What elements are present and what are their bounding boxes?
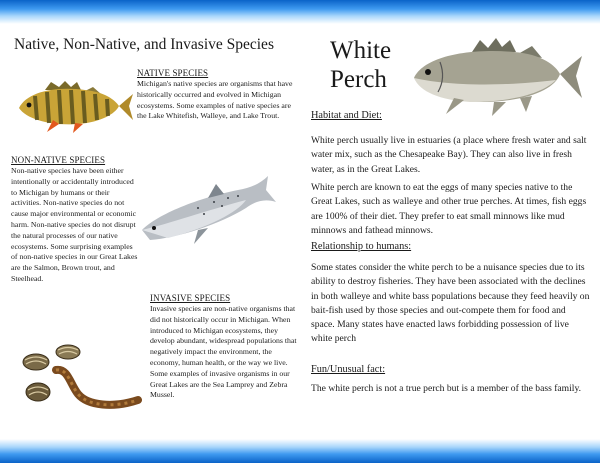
- bottom-blue-band: [0, 439, 600, 463]
- invasive-text: Invasive species are non-native organisms that did not historically occur in Michigan. When introduced to Michigan ecosystems, they develop abundant, widespread populations that negatively impact the environment, the economy, human health, or the way we live. Some examples of invasive organisms in our Great Lakes are the Sea Lamprey and Zebra Mussel.: [150, 304, 297, 400]
- habitat-paragraph-1: White perch usually live in estuaries (a place where fresh water and salt water mix, such as the Chesapeake Bay). They can also live in fresh water, as in the Great Lakes.: [311, 135, 587, 175]
- habitat-heading: Habitat and Diet:: [311, 110, 382, 121]
- relationship-paragraph: Some states consider the white perch to be a nuisance species due to its ability to destroy fisheries. They have been associated with the declines in both walleye and white bass populations because they feed heavily on bait-fish used by those species and out-compete them for food and space. Many states have enacted laws forbidding possession of live white perch: [311, 262, 590, 345]
- non-native-text: Non-native species have been either intentionally or accidentally introduced to Michigan by humans or their activities. Non-native species do not cause major environmental or economic harm. Non-native species do not disrupt the natural processes of our native ecosystems. Some surprising examples of non-native species in our Great Lakes are the Salmon, Brown trout, and Steelhead.: [11, 166, 138, 283]
- relationship-heading: Relationship to humans:: [311, 241, 412, 252]
- species-title: [330, 36, 391, 94]
- habitat-paragraph-2: White perch are known to eat the eggs of many species native to the Great Lakes, such as walleye and other true perches. At times, fish eggs are 100% of their diet. They prefer to eat small minnows like mud minnows and fathead minnows.: [311, 182, 587, 236]
- invasive-heading: INVASIVE SPECIES: [150, 293, 231, 303]
- invasive-species-section: [150, 293, 300, 401]
- fun-fact-paragraph: The white perch is not a true perch but is a member of the bass family.: [311, 383, 582, 394]
- non-native-heading: NON-NATIVE SPECIES: [11, 155, 106, 165]
- non-native-species-section: [11, 155, 139, 285]
- native-heading: NATIVE SPECIES: [137, 68, 209, 78]
- white-perch-image: [410, 38, 586, 118]
- salmon-image: [138, 168, 280, 250]
- zebra-mussel-sea-lamprey-image: [16, 340, 146, 420]
- page-title: Native, Non-Native, and Invasive Species: [14, 36, 274, 53]
- fun-fact-heading: Fun/Unusual fact:: [311, 364, 386, 375]
- species-title-line1: White: [330, 37, 392, 64]
- native-text: Michigan's native species are organisms that have historically occurred and evolved in Michigan ecosystems. Some examples of native species are the Lake Whitefish, Walleye, and Lake Trout.: [137, 79, 293, 121]
- top-blue-band: [0, 0, 600, 24]
- yellow-perch-image: [15, 78, 135, 134]
- species-title-line2: Perch: [330, 66, 387, 93]
- native-species-section: [137, 68, 295, 122]
